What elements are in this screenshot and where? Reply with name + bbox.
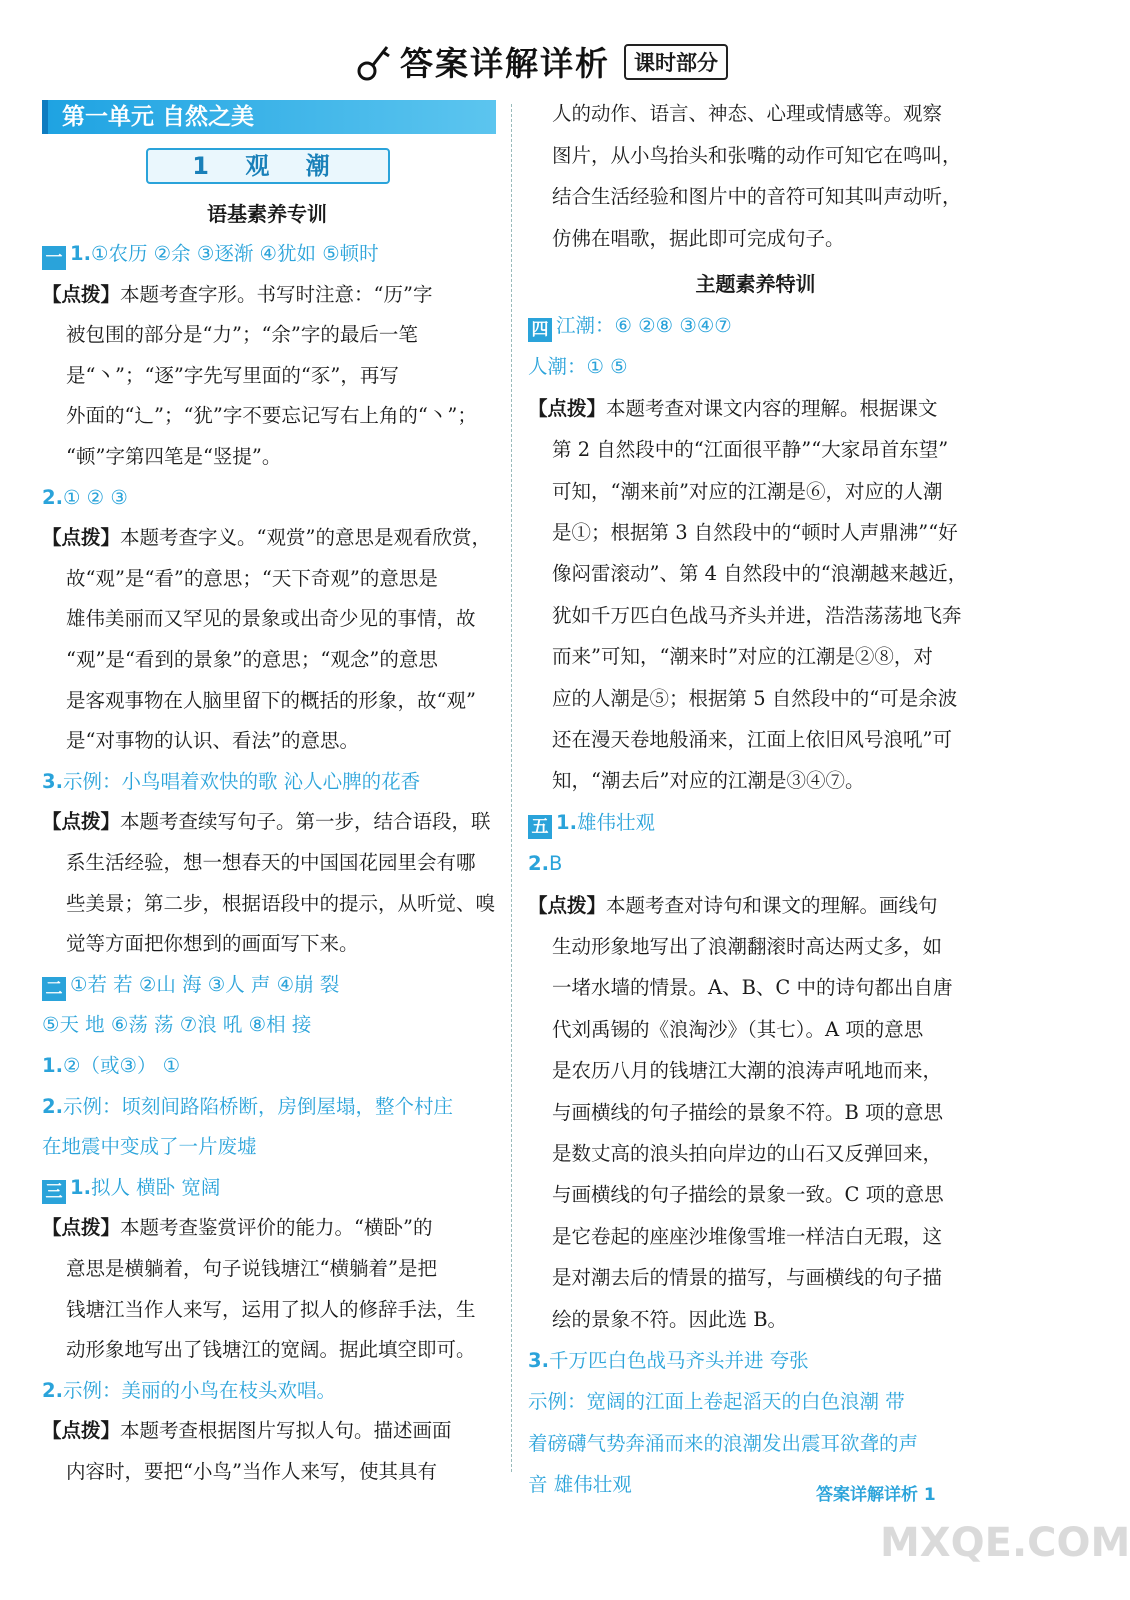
question-number: 2. (42, 485, 63, 509)
answer-text: 示例：美丽的小鸟在枝头欢唱。 (62, 1378, 336, 1402)
explanation-text: 故“观”是“看”的意思；“天下奇观”的意思是 (66, 566, 438, 590)
text-line (528, 1424, 918, 1464)
text-line (42, 924, 359, 964)
explanation-text: 本题考查续写句子。第一步，结合语段，联 (120, 810, 491, 834)
section-marker: 三 (42, 1180, 66, 1204)
explanation-text: 被包围的部分是“力”；“余”字的最后一笔 (66, 323, 418, 347)
text-line (42, 1411, 452, 1451)
explanation-text: 本题考查字形。书写时注意：“历”字 (120, 282, 433, 306)
text-line (528, 430, 948, 470)
answer-text: 示例：顷刻间路陷桥断，房倒屋塌，整个村庄 (62, 1094, 453, 1118)
text-line (528, 1382, 905, 1422)
text-line (528, 886, 938, 926)
text-line (42, 518, 491, 558)
explanation-text: 绘的景象不符。因此选 B。 (552, 1307, 788, 1331)
tip-label: 【点拨】 (42, 282, 121, 306)
text-line (42, 275, 432, 315)
text-line (42, 234, 379, 274)
question-number: 1. (70, 242, 91, 265)
explanation-text: 是对潮去后的情景的描写，与画横线的句子描 (552, 1266, 943, 1290)
explanation-text: 觉等方面把你想到的画面写下来。 (66, 932, 359, 956)
explanation-text: 钱塘江当作人来写，运用了拟人的修辞手法，生 (66, 1297, 476, 1321)
text-line (528, 720, 952, 760)
text-line (42, 721, 359, 761)
text-line (42, 1005, 311, 1045)
explanation-text: 与画横线的句子描绘的景象不符。B 项的意思 (552, 1100, 944, 1124)
question-number: 2. (42, 1094, 63, 1118)
explanation-text: 动形象地写出了钱塘江的宽阔。据此填空即可。 (66, 1338, 476, 1362)
explanation-text: 生动形象地写出了浪潮翻滚时高达两丈多，如 (552, 935, 943, 958)
answer-text: 示例：小鸟唱着欢快的歌 沁人心脾的花香 (62, 769, 421, 793)
explanation-text: 人的动作、语言、神态、心理或情感等。观察 (552, 102, 943, 125)
text-line (528, 1010, 923, 1050)
answer-text: ①农历 ②余 ③逐渐 ④犹如 ⑤顿时 (90, 242, 379, 265)
explanation-text: 像闷雷滚动”、第 4 自然段中的“浪潮越来越近， (552, 562, 968, 586)
text-line (528, 1465, 632, 1505)
text-line (528, 347, 628, 387)
text-line (42, 762, 420, 802)
explanation-text: 是农历八月的钱塘江大潮的浪涛声吼地而来， (552, 1059, 943, 1083)
answer-text: B (548, 852, 563, 876)
answer-text: 拟人 横卧 宽阔 (90, 1175, 221, 1199)
answer-text: 江潮：⑥ ②⑧ ③④⑦ (556, 314, 732, 337)
section-marker: 二 (42, 977, 66, 1001)
column-divider (511, 104, 512, 1472)
section-title-right: 主题素养特训 (695, 272, 816, 296)
text-line (528, 513, 958, 553)
tip-label: 【点拨】 (42, 810, 121, 834)
text-line (528, 844, 562, 884)
text-line (528, 389, 938, 429)
question-number: 2. (42, 1378, 63, 1402)
explanation-text: 图片，从小鸟抬头和张嘴的动作可知它在鸣叫， (552, 143, 962, 167)
explanation-text: 是客观事物在人脑里留下的概括的形象，故“观” (66, 688, 476, 712)
section-marker: 一 (42, 246, 66, 270)
explanation-text: 可知，“潮来前”对应的江潮是⑥，对应的人潮 (552, 479, 943, 503)
section-title-left: 语基素养专训 (207, 202, 327, 226)
text-line (42, 965, 339, 1005)
text-line (42, 1208, 432, 1248)
explanation-text: 本题考查对课文内容的理解。根据课文 (606, 396, 938, 420)
answer-text: ① ② ③ (62, 485, 128, 509)
explanation-text: 知，“潮去后”对应的江潮是③④⑦。 (552, 769, 865, 793)
explanation-text: 本题考查对诗句和课文的理解。画线句 (606, 893, 938, 917)
explanation-text: 是它卷起的座座沙堆像雪堆一样洁白无瑕，这 (552, 1224, 943, 1248)
text-line (528, 968, 953, 1008)
text-line (528, 637, 933, 677)
text-line (528, 554, 967, 594)
text-line (42, 559, 438, 599)
footer-label: 答案详解详析 1 (816, 1485, 936, 1505)
explanation-text: 雄伟美丽而又罕见的景象或出奇少见的事情，故 (66, 607, 476, 631)
text-line (42, 1087, 453, 1127)
explanation-text: 意思是横躺着，句子说钱塘江“横躺着”是把 (66, 1257, 437, 1280)
text-line (42, 1290, 476, 1330)
text-line (42, 478, 128, 518)
text-line (42, 1452, 437, 1492)
text-line (42, 356, 399, 396)
question-number: 3. (528, 1349, 549, 1372)
text-line (528, 1217, 942, 1257)
text-line (528, 679, 957, 719)
text-line (42, 843, 476, 883)
text-line (528, 1134, 942, 1174)
explanation-text: 代刘禹锡的《浪淘沙》（其七）。A 项的意思 (552, 1017, 924, 1041)
answer-text: 示例：宽阔的江面上卷起滔天的白色浪潮 带 (528, 1390, 905, 1414)
text-line (528, 306, 732, 346)
tip-label: 【点拨】 (528, 396, 607, 420)
explanation-text: 仿佛在唱歌，据此即可完成句子。 (552, 226, 845, 250)
text-line (528, 1341, 809, 1381)
question-number: 3. (42, 769, 63, 793)
explanation-text: 本题考查根据图片写拟人句。描述画面 (120, 1419, 452, 1443)
explanation-text: 一堵水墙的情景。A、B、C 中的诗句都出自唐 (552, 976, 953, 1000)
key-icon (356, 42, 392, 82)
explanation-text: 结合生活经验和图片中的音符可知其叫声动听， (552, 185, 962, 208)
text-line (528, 136, 962, 176)
lesson-title: 1 观 潮 (146, 148, 390, 184)
explanation-text: 本题考查鉴赏评价的能力。“横卧”的 (120, 1216, 433, 1240)
section-marker: 五 (528, 815, 552, 839)
answer-text: ②（或③） ① (62, 1054, 181, 1077)
explanation-text: 第 2 自然段中的“江面很平静”“大家昂首东望” (552, 438, 949, 462)
question-number: 1. (556, 810, 577, 834)
explanation-text: 些美景；第二步，根据语段中的提示，从听觉、嗅 (66, 891, 496, 915)
tip-label: 【点拨】 (528, 893, 607, 917)
text-line (528, 1051, 942, 1091)
explanation-text: “观”是“看到的景象”的意思；“观念”的意思 (66, 648, 438, 671)
text-line (42, 315, 418, 355)
tip-label: 【点拨】 (42, 526, 121, 550)
explanation-text: 是数丈高的浪头拍向岸边的山石又反弹回来， (552, 1142, 943, 1165)
page-subtitle: 课时部分 (624, 44, 728, 80)
explanation-text: 犹如千万匹白色战马齐头并进，浩浩荡荡地飞奔 (552, 603, 962, 627)
answer-text: 人潮：① ⑤ (528, 355, 628, 379)
text-line (528, 927, 942, 967)
explanation-text: 是“对事物的认识、看法”的意思。 (66, 729, 359, 753)
text-line (42, 1046, 180, 1086)
text-line (528, 219, 845, 259)
text-line (42, 396, 477, 436)
explanation-text: 系生活经验，想一想春天的中国国花园里会有哪 (66, 851, 476, 874)
text-line (42, 884, 495, 924)
text-line (528, 596, 962, 636)
explanation-text: 还在漫天卷地般涌来，江面上依旧风号浪吼”可 (552, 728, 952, 751)
text-line (42, 1330, 476, 1370)
answer-text: 音 雄伟壮观 (528, 1473, 632, 1497)
text-line (42, 681, 476, 721)
text-line (528, 1093, 943, 1133)
text-line (528, 177, 962, 217)
text-line (42, 1249, 437, 1289)
text-line (42, 640, 438, 680)
page-header (0, 28, 1057, 98)
page-title: 答案详解详析 (400, 44, 610, 83)
page-number: 1 (923, 1485, 936, 1505)
answer-text: 雄伟壮观 (576, 810, 655, 834)
explanation-text: 是①；根据第 3 自然段中的“顿时人声鼎沸”“好 (552, 521, 958, 544)
explanation-text: “顿”字第四笔是“竖提”。 (66, 445, 282, 468)
unit-banner (42, 100, 496, 134)
text-line (528, 472, 942, 512)
answer-text: 着磅礴气势奔涌而来的浪潮发出震耳欲聋的声 (528, 1431, 919, 1455)
section-marker: 四 (528, 318, 552, 342)
explanation-text: 是“丶”；“逐”字先写里面的“豕”，再写 (66, 363, 399, 387)
text-line (528, 761, 864, 801)
explanation-text: 内容时，要把“小鸟”当作人来写，使其具有 (66, 1460, 437, 1483)
text-line (42, 1127, 257, 1167)
tip-label: 【点拨】 (42, 1419, 121, 1443)
text-line (528, 1175, 944, 1215)
explanation-text: 与画横线的句子描绘的景象一致。C 项的意思 (552, 1183, 944, 1207)
question-number: 1. (70, 1175, 91, 1199)
unit-title: 第一单元 自然之美 (62, 104, 255, 130)
explanation-text: 而来”可知，“潮来时”对应的江潮是②⑧，对 (552, 645, 933, 669)
explanation-text: 外面的“辶”；“犹”字不要忘记写右上角的“丶”； (66, 404, 477, 428)
text-line (528, 1300, 787, 1340)
text-line (42, 599, 476, 639)
answer-text: ⑤天 地 ⑥荡 荡 ⑦浪 吼 ⑧相 接 (42, 1013, 312, 1037)
tip-label: 【点拨】 (42, 1216, 121, 1240)
explanation-text: 应的人潮是⑤；根据第 5 自然段中的“可是余波 (552, 686, 958, 710)
text-line (528, 1258, 942, 1298)
answer-text: 千万匹白色战马齐头并进 夸张 (548, 1349, 809, 1372)
text-line (42, 802, 491, 842)
text-line (42, 1168, 220, 1208)
answer-text: 在地震中变成了一片废墟 (42, 1135, 257, 1159)
watermark: MXQE.COM (880, 1520, 1130, 1566)
text-line (42, 437, 281, 477)
question-number: 1. (42, 1054, 63, 1077)
question-number: 2. (528, 852, 549, 876)
text-line (528, 94, 942, 134)
answer-text: ①若 若 ②山 海 ③人 声 ④崩 裂 (70, 972, 340, 996)
text-line (42, 1371, 336, 1411)
text-line (528, 803, 655, 843)
explanation-text: 本题考查字义。“观赏”的意思是观看欣赏， (120, 526, 491, 550)
